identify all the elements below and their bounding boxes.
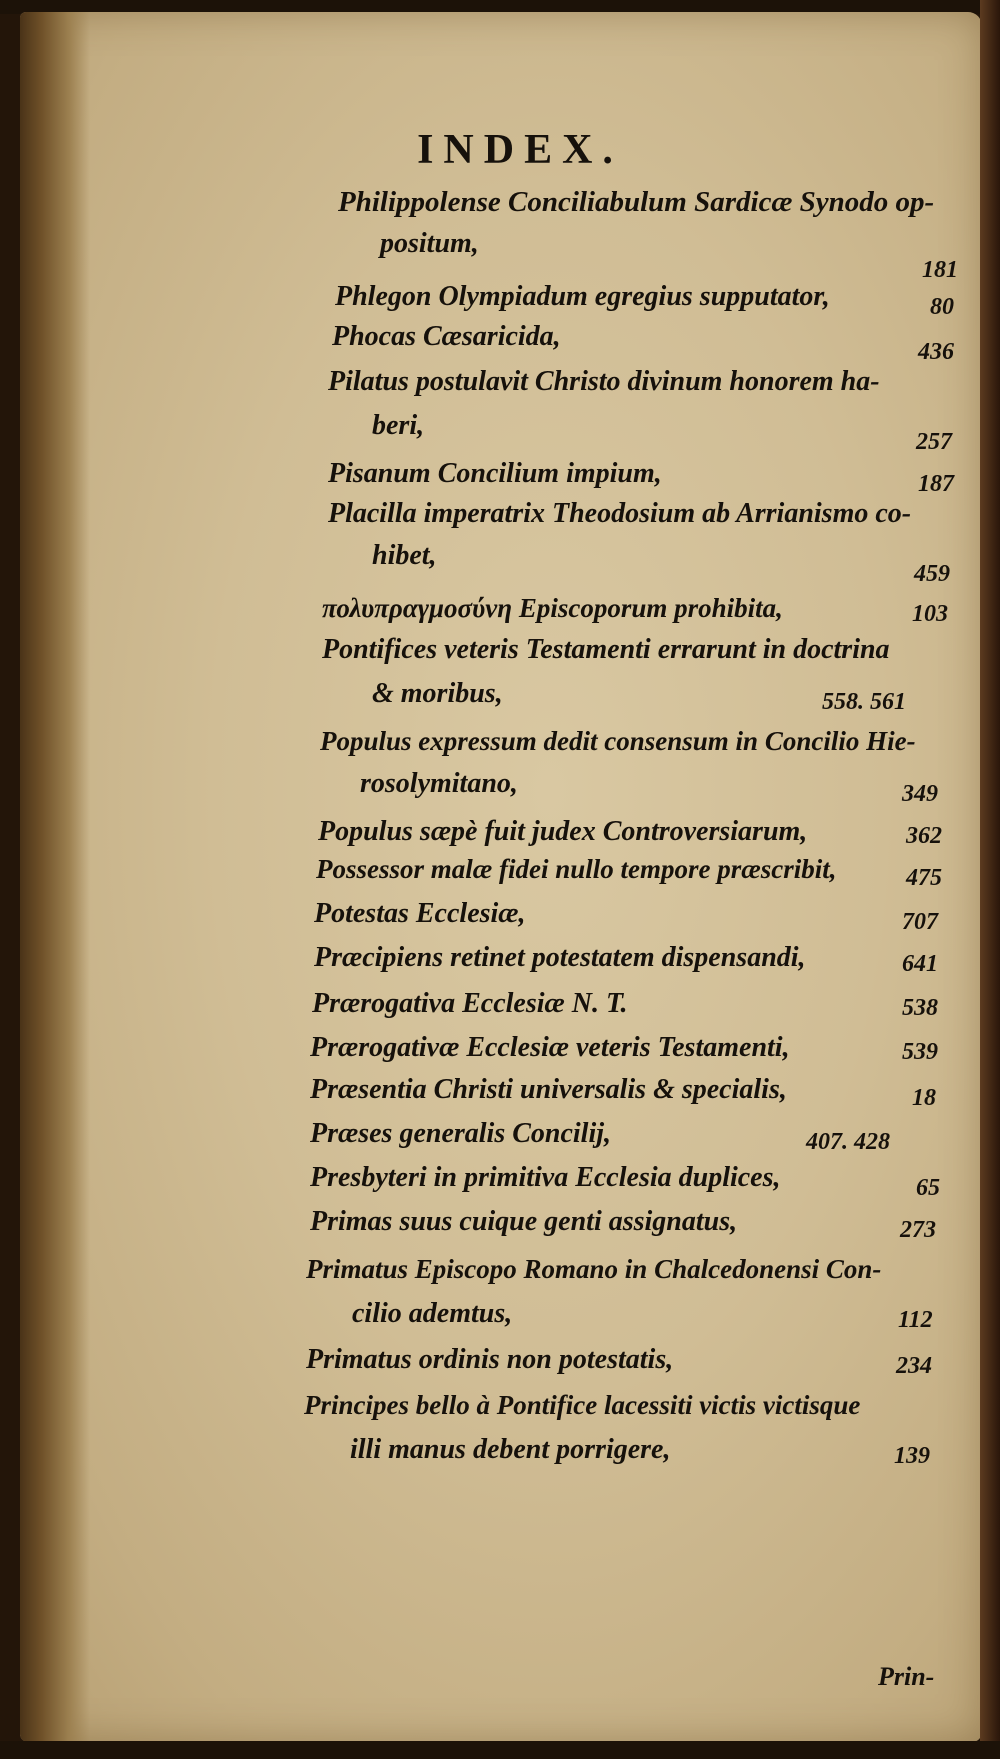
entry-page-number: 112 <box>898 1307 933 1333</box>
entry-text: Prærogativa Ecclesiæ N. T. <box>312 988 628 1019</box>
entry-text: Præses generalis Concilij, <box>310 1118 612 1149</box>
entry-page-number: 257 <box>916 429 952 455</box>
entry-text: Presbyteri in primitiva Ecclesia duplices, <box>310 1162 781 1193</box>
entry-page-number: 187 <box>918 471 954 497</box>
entry-text: Populus expressum dedit consensum in Concilio Hie- <box>320 726 916 756</box>
entry-text: Populus sæpè fuit judex Controversiarum, <box>318 816 808 847</box>
entry-page-number: 139 <box>894 1443 930 1469</box>
entry-page-number: 436 <box>918 339 954 365</box>
entry-text: Placilla imperatrix Theodosium ab Arrianismo co- <box>328 498 912 529</box>
entry-page-number: 80 <box>930 294 954 320</box>
entry-text-continued: cilio ademtus, <box>352 1298 513 1329</box>
entry-text-continued: rosolymitano, <box>360 768 518 799</box>
entry-text: Principes bello à Pontifice lacessiti victis victisque <box>304 1390 861 1420</box>
entry-text: Phlegon Olympiadum egregius supputator, <box>335 281 830 312</box>
entry-text: Primas suus cuique genti assignatus, <box>310 1206 738 1237</box>
entry-page-number: 707 <box>902 909 938 935</box>
entry-page-number: 234 <box>896 1353 932 1379</box>
entry-text-continued: & moribus, <box>372 678 503 709</box>
entry-page-number: 538 <box>902 995 938 1021</box>
entry-text: Possessor malæ fidei nullo tempore præscribit, <box>316 854 837 884</box>
entry-page-number: 349 <box>902 781 938 807</box>
entry-text-continued: positum, <box>380 228 479 259</box>
entry-text-continued: beri, <box>372 410 425 441</box>
entry-page-number: 539 <box>902 1039 938 1065</box>
entry-text: Primatus Episcopo Romano in Chalcedonensi Con- <box>306 1254 882 1284</box>
page-title: INDEX. <box>417 127 623 173</box>
entry-text: Phocas Cæsaricida, <box>332 321 561 352</box>
entry-text: Primatus ordinis non potestatis, <box>306 1344 674 1375</box>
entry-page-number: 103 <box>912 601 948 627</box>
entry-page-number: 475 <box>906 865 942 891</box>
entry-text: Pilatus postulavit Christo divinum honorem ha- <box>328 366 880 397</box>
entry-text: Pontifices veteris Testamenti errarunt in doctrina <box>322 634 890 665</box>
entry-page-number: 407. 428 <box>806 1129 890 1155</box>
entry-page-number: 558. 561 <box>822 689 906 715</box>
entry-text: Prærogativæ Ecclesiæ veteris Testamenti, <box>310 1032 790 1063</box>
entry-text: Præcipiens retinet potestatem dispensandi, <box>314 942 806 973</box>
entry-page-number: 362 <box>906 823 942 849</box>
entry-text: Philippolense Conciliabulum Sardicæ Synodo op- <box>338 186 935 218</box>
entry-page-number: 181 <box>922 257 958 283</box>
entry-text: Præsentia Christi universalis & specialis, <box>310 1074 787 1105</box>
entry-page-number: 65 <box>916 1175 940 1201</box>
entry-page-number: 18 <box>912 1085 936 1111</box>
entry-text-continued: hibet, <box>372 540 437 571</box>
catchword: Prin- <box>878 1662 935 1691</box>
entry-text-continued: illi manus debent porrigere, <box>350 1434 671 1465</box>
entry-text: Pisanum Concilium impium, <box>328 458 662 489</box>
entry-page-number: 641 <box>902 951 938 977</box>
entry-text: Potestas Ecclesiæ, <box>314 898 526 929</box>
entry-text: πολυπραγμοσύνη Episcoporum prohibita, <box>322 593 783 623</box>
entry-page-number: 459 <box>914 561 950 587</box>
entry-page-number: 273 <box>900 1217 936 1243</box>
